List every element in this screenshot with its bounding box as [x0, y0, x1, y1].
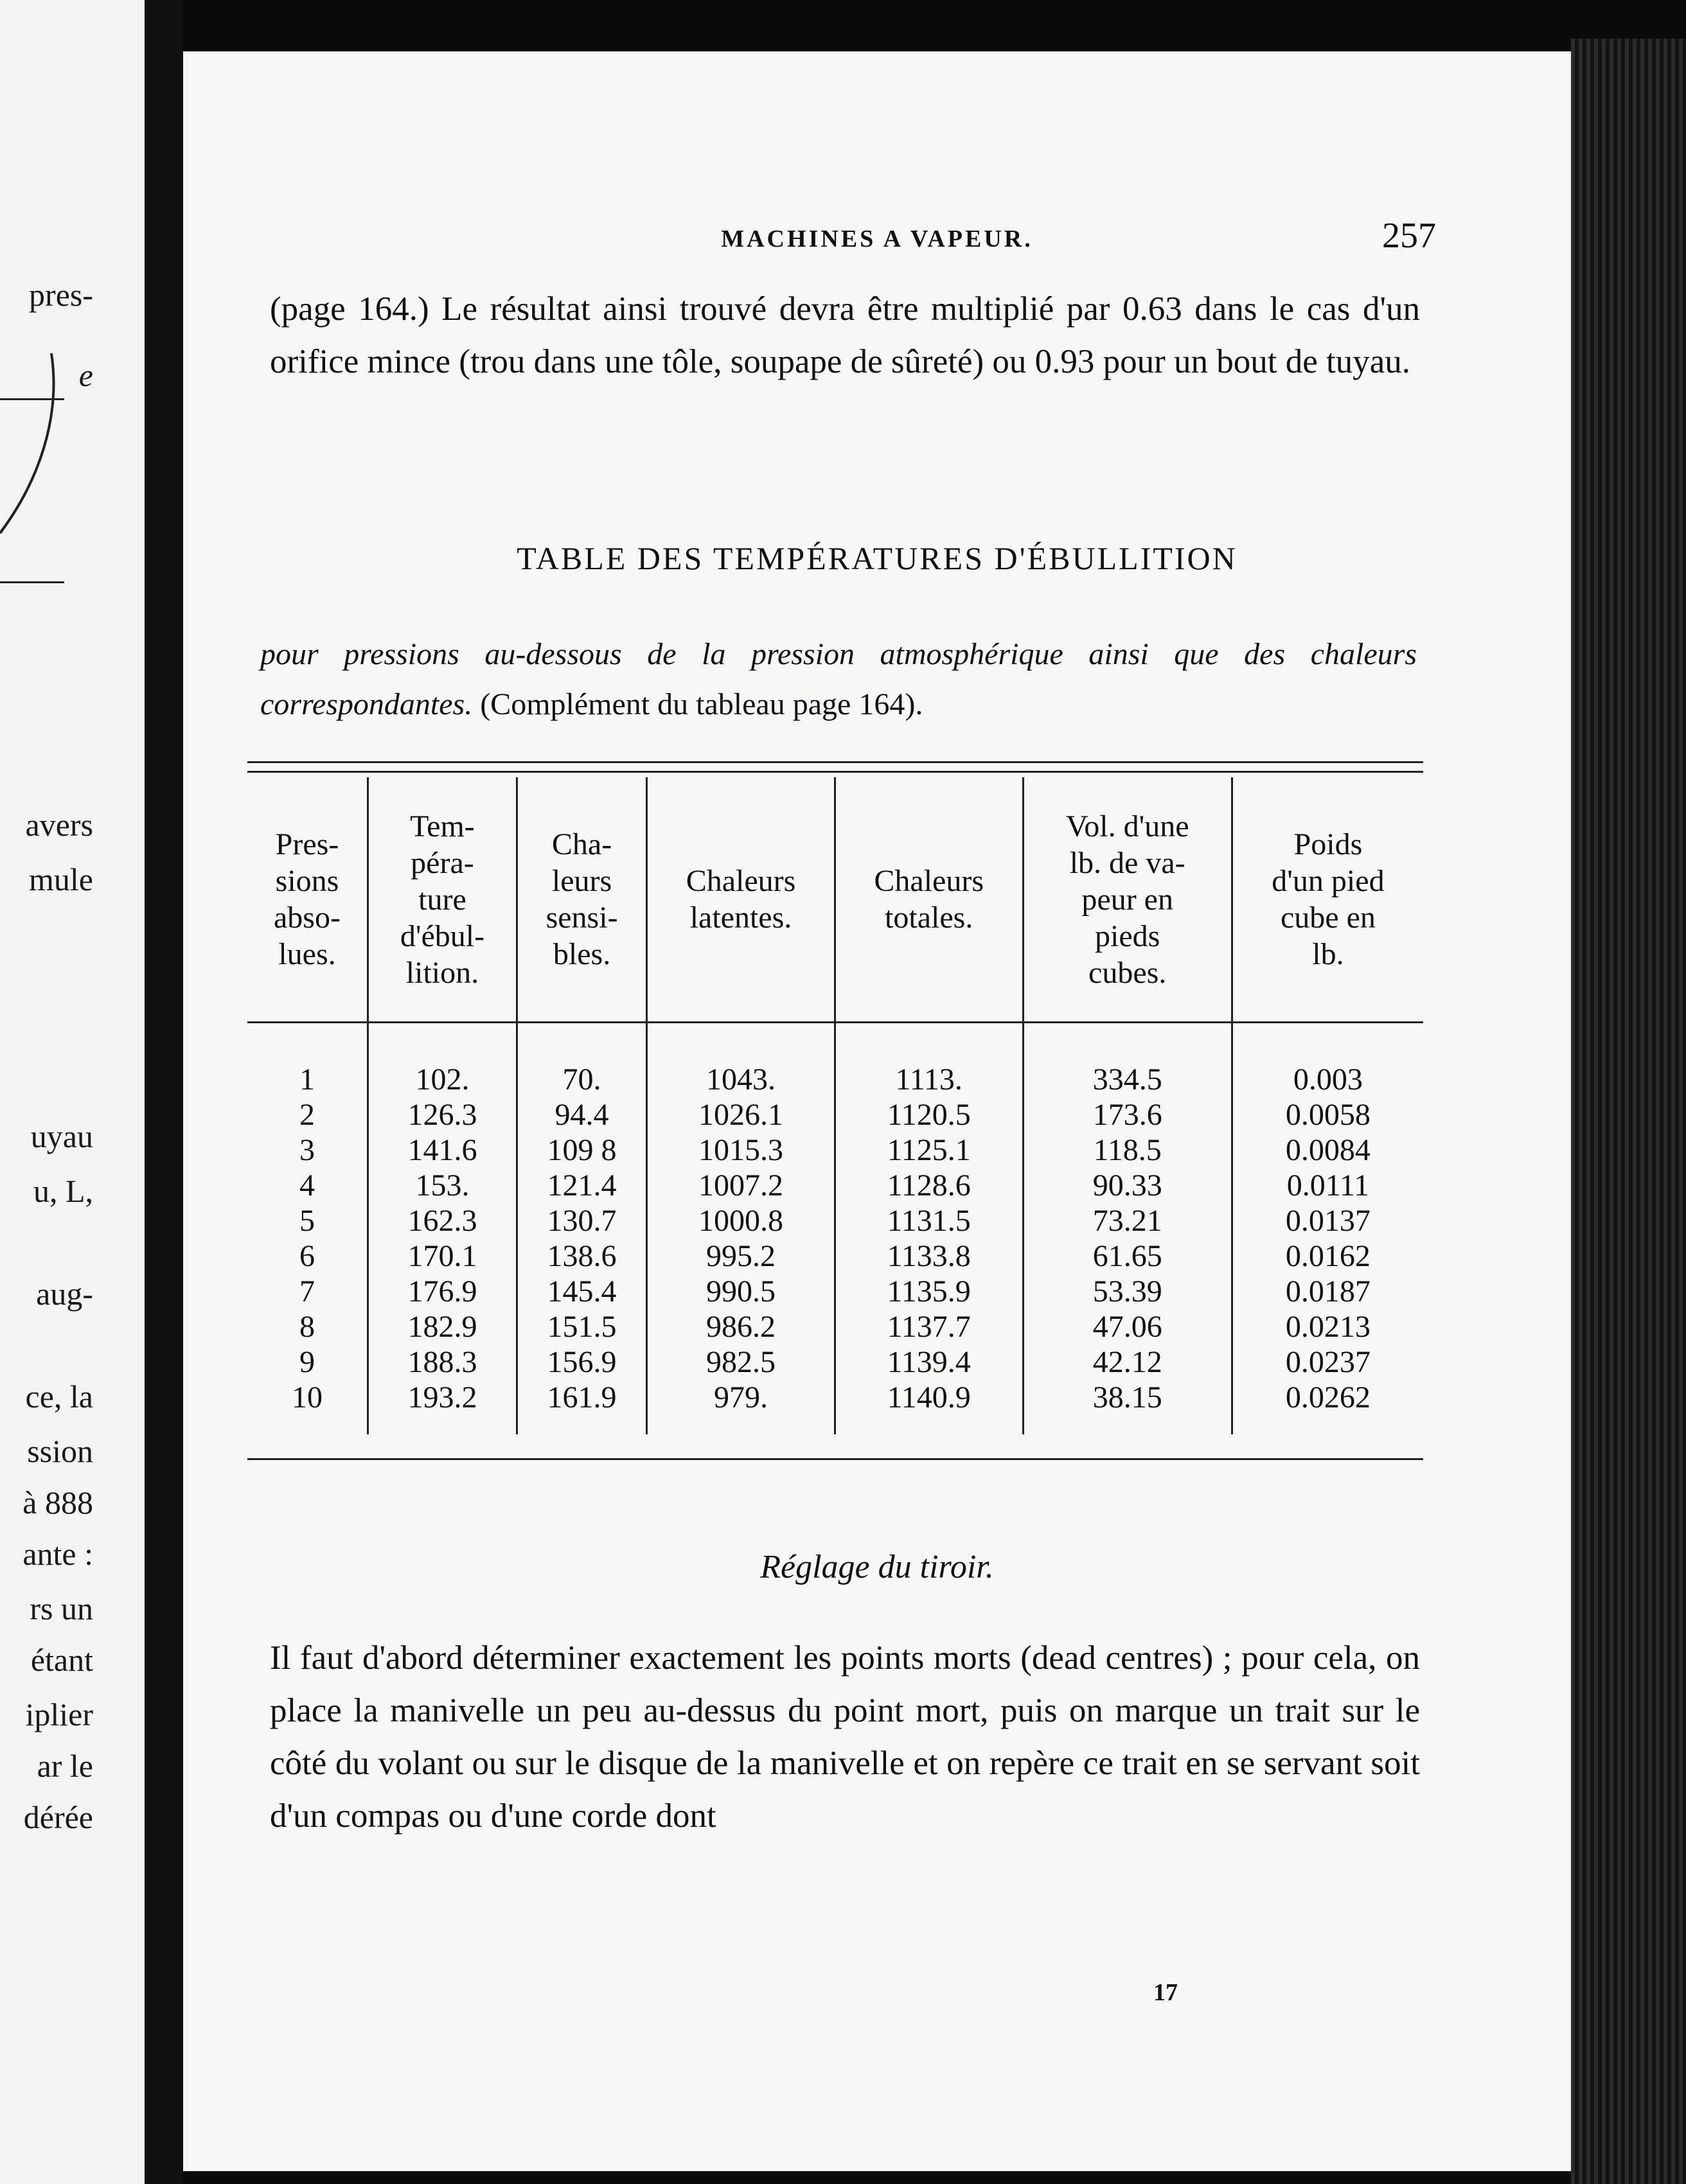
table-cell: 1043. [706, 1062, 776, 1096]
column-header: Vol. d'une lb. de va- peur en pieds cubes. [1023, 777, 1232, 1023]
table-caption [260, 630, 1417, 730]
table-cell: 47.06 [1092, 1310, 1162, 1344]
table-cell: 979. [714, 1380, 768, 1414]
table-cell: 130.7 [547, 1204, 617, 1238]
table-cell: 1007.2 [698, 1168, 783, 1202]
table-cell: 1128.6 [887, 1168, 971, 1202]
book-gutter [145, 0, 183, 2184]
left-page-fragment: ar le [37, 1748, 93, 1784]
column-values [517, 1023, 646, 1435]
table-cell: 1125.1 [887, 1133, 971, 1167]
table-cell: 94.4 [555, 1098, 609, 1132]
table-cell: 1120.5 [887, 1098, 971, 1132]
column-values [1232, 1023, 1423, 1435]
table-cell: 1113. [895, 1062, 963, 1096]
table-cell: 5 [299, 1204, 315, 1238]
left-page-fragment: ante : [22, 1536, 93, 1572]
table-cell: 0.0213 [1285, 1310, 1371, 1344]
left-page-fragment: étant [30, 1642, 93, 1678]
table-cell: 42.12 [1092, 1345, 1162, 1379]
table-cell: 990.5 [706, 1274, 776, 1308]
running-head: MACHINES A VAPEUR. [721, 225, 1033, 252]
column-header: Chaleurs totales. [835, 777, 1023, 1023]
column-header: Cha- leurs sensi- bles. [517, 777, 646, 1023]
table-cell: 0.0262 [1285, 1380, 1371, 1414]
table-cell: 176.9 [407, 1274, 477, 1308]
table-cell: 10 [291, 1380, 323, 1414]
page-edges [1571, 39, 1686, 2184]
table-cell: 7 [299, 1274, 315, 1308]
table-cell: 9 [299, 1345, 315, 1379]
table-cell: 334.5 [1092, 1062, 1162, 1096]
table-cell: 1133.8 [887, 1239, 971, 1273]
column-values [835, 1023, 1023, 1435]
table-top-rule [247, 761, 1423, 763]
left-page-fragment: aug- [36, 1276, 93, 1312]
left-page-fragment: iplier [25, 1696, 93, 1732]
table-cell: 3 [299, 1133, 315, 1167]
table-cell: 61.65 [1092, 1239, 1162, 1273]
table-cell: 2 [299, 1098, 315, 1132]
table-cell: 138.6 [547, 1239, 617, 1273]
table-cell: 141.6 [407, 1133, 477, 1167]
column-header: Pres- sions abso- lues. [247, 777, 368, 1023]
table-cell: 38.15 [1092, 1380, 1162, 1414]
table-cell: 109 8 [547, 1133, 617, 1167]
table-top-rule-2 [247, 771, 1423, 773]
left-page-fragment: pres- [29, 277, 93, 313]
table-cell: 118.5 [1093, 1133, 1162, 1167]
table-cell: 1139.4 [887, 1345, 971, 1379]
table-cell: 145.4 [547, 1274, 617, 1308]
table-cell: 162.3 [407, 1204, 477, 1238]
table-cell: 1135.9 [887, 1274, 971, 1308]
boiling-temperature-table [247, 777, 1423, 1434]
table-cell: 70. [562, 1062, 601, 1096]
left-page-fragment: à 888 [22, 1484, 93, 1520]
signature-mark: 17 [1153, 1979, 1178, 2006]
book-page [183, 51, 1571, 2171]
table-cell: 121.4 [547, 1168, 617, 1202]
table-cell: 0.0058 [1285, 1098, 1371, 1132]
table-cell: 90.33 [1092, 1168, 1162, 1202]
table-cell: 156.9 [547, 1345, 617, 1379]
page-number: 257 [1382, 216, 1436, 256]
left-page-fragment: uyau [30, 1118, 93, 1154]
table-title: TABLE DES TEMPÉRATURES D'ÉBULLITION [517, 540, 1238, 576]
intro-paragraph: (page 164.) Le résultat ainsi trouvé devra être multiplié par 0.63 dans le cas d'un orifice mince (trou dans une tôle, soupape de sûreté) ou 0.93 pour un bout de tuyau. [270, 290, 1420, 380]
table-body [247, 1023, 1423, 1435]
column-header: Tem- péra- ture d'ébul- lition. [368, 777, 517, 1023]
table-cell: 0.0162 [1285, 1239, 1371, 1273]
column-values [368, 1023, 517, 1435]
section-paragraph: Il faut d'abord déterminer exactement les points morts (dead centres) ; pour cela, on place la manivelle un peu au-dessus du point mort, puis on marque un trait sur le côté du volant ou sur le disque de la manivelle et on repère ce trait en se servant soit d'un compas ou d'une corde dont [270, 1639, 1420, 1835]
table-cell: 161.9 [547, 1380, 617, 1414]
left-page-fragment: avers [25, 807, 93, 843]
left-facing-page [0, 0, 145, 2184]
left-page-fragment: ssion [27, 1433, 93, 1469]
table-cell: 73.21 [1092, 1204, 1162, 1238]
section-subheading: Réglage du tiroir. [760, 1549, 994, 1585]
left-page-fragment: rs un [30, 1590, 93, 1626]
table-cell: 1137.7 [887, 1310, 971, 1344]
table-cell: 8 [299, 1310, 315, 1344]
table-cell: 995.2 [706, 1239, 776, 1273]
table-cell: 1140.9 [887, 1380, 971, 1414]
table-cell: 4 [299, 1168, 315, 1202]
table-cell: 182.9 [407, 1310, 477, 1344]
table-cell: 1000.8 [698, 1204, 783, 1238]
table-cell: 1026.1 [698, 1098, 783, 1132]
table-bottom-rule [247, 1458, 1423, 1460]
table-cell: 170.1 [407, 1239, 477, 1273]
table-cell: 151.5 [547, 1310, 617, 1344]
column-values [647, 1023, 835, 1435]
table-cell: 1131.5 [887, 1204, 971, 1238]
left-page-fragment: u, L, [33, 1173, 93, 1209]
column-values [1023, 1023, 1232, 1435]
table-cell: 0.0111 [1286, 1168, 1370, 1202]
table-cell: 1 [299, 1062, 315, 1096]
column-header: Chaleurs latentes. [647, 777, 835, 1023]
table-cell: 126.3 [407, 1098, 477, 1132]
table-cell: 53.39 [1092, 1274, 1162, 1308]
table-cell: 0.0137 [1285, 1204, 1371, 1238]
column-header: Poids d'un pied cube en lb. [1232, 777, 1423, 1023]
table-cell: 1015.3 [698, 1133, 783, 1167]
table-cell: 0.003 [1293, 1062, 1363, 1096]
table-header-row [247, 777, 1423, 1023]
table-cell: 102. [415, 1062, 470, 1096]
table-cell: 986.2 [706, 1310, 776, 1344]
table-cell: 6 [299, 1239, 315, 1273]
left-page-fragment: ce, la [25, 1378, 93, 1414]
table-cell: 188.3 [407, 1345, 477, 1379]
table-caption-normal: (Complément du tableau page 164). [472, 687, 923, 721]
table-cell: 153. [415, 1168, 470, 1202]
table-cell: 193.2 [407, 1380, 477, 1414]
table-cell: 0.0084 [1285, 1133, 1371, 1167]
table-cell: 982.5 [706, 1345, 776, 1379]
table-caption-italic: pour pressions au-dessous de la pression atmosphérique ainsi que des chaleurs correspondantes. [260, 637, 1417, 721]
table-cell: 173.6 [1092, 1098, 1162, 1132]
table-cell: 0.0237 [1285, 1345, 1371, 1379]
left-page-fragment: mule [29, 861, 93, 897]
left-page-fragment: e [78, 357, 93, 393]
left-page-fragment: dérée [23, 1799, 93, 1835]
column-values [247, 1023, 368, 1435]
table-cell: 0.0187 [1285, 1274, 1371, 1308]
left-page-figure-curve [0, 340, 71, 610]
